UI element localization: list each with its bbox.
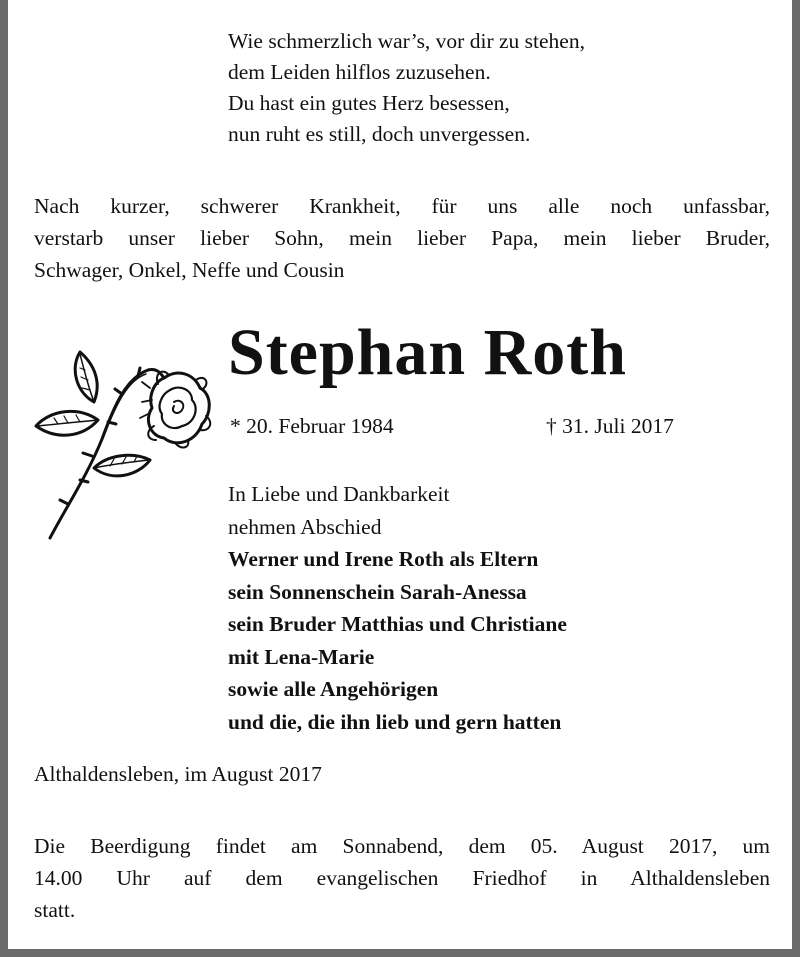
funeral-line: statt. [34,898,76,922]
birth-date: * 20. Februar 1984 [230,414,394,438]
rose-icon [28,344,218,544]
funeral-line: Die Beerdigung findet am Sonnabend, dem 05. August 2017, um [34,834,770,858]
mourner-line: sowie alle Angehörigen [228,677,439,701]
funeral-notice [34,830,770,926]
announcement-line: Nach kurzer, schwerer Krankheit, für uns alle noch unfassbar, [34,194,770,218]
farewell-line: nehmen Abschied [228,514,382,539]
mourner-line: mit Lena-Marie [228,644,375,669]
poem-line: Wie schmerzlich war’s, vor dir zu stehen, [228,29,585,53]
mourner-line: sein Sonnenschein Sarah-Anessa [228,579,527,604]
announcement-line: verstarb unser lieber Sohn, mein lieber Papa, mein lieber Bruder, [34,226,770,250]
mourners [228,478,567,738]
farewell-line: In Liebe und Dankbarkeit [228,482,450,506]
deceased-name: Stephan Roth [228,316,627,389]
announcement-line: Schwager, Onkel, Neffe und Cousin [34,258,345,282]
obituary-card [8,0,792,949]
poem [228,26,585,150]
announcement-text [34,190,770,286]
mourner-line: sein Bruder Matthias und Christiane [228,612,567,636]
mourner-line: und die, die ihn lieb und gern hatten [228,709,562,734]
place-and-date: Althaldensleben, im August 2017 [34,762,322,786]
mourner-line: Werner und Irene Roth als Eltern [228,547,539,571]
funeral-line: 14.00 Uhr auf dem evangelischen Friedhof in Althaldensleben [34,866,770,890]
death-date: † 31. Juli 2017 [546,414,674,438]
poem-line: dem Leiden hilflos zuzusehen. [228,60,491,84]
poem-line: nun ruht es still, doch unvergessen. [228,122,531,146]
poem-line: Du hast ein gutes Herz besessen, [228,91,510,115]
